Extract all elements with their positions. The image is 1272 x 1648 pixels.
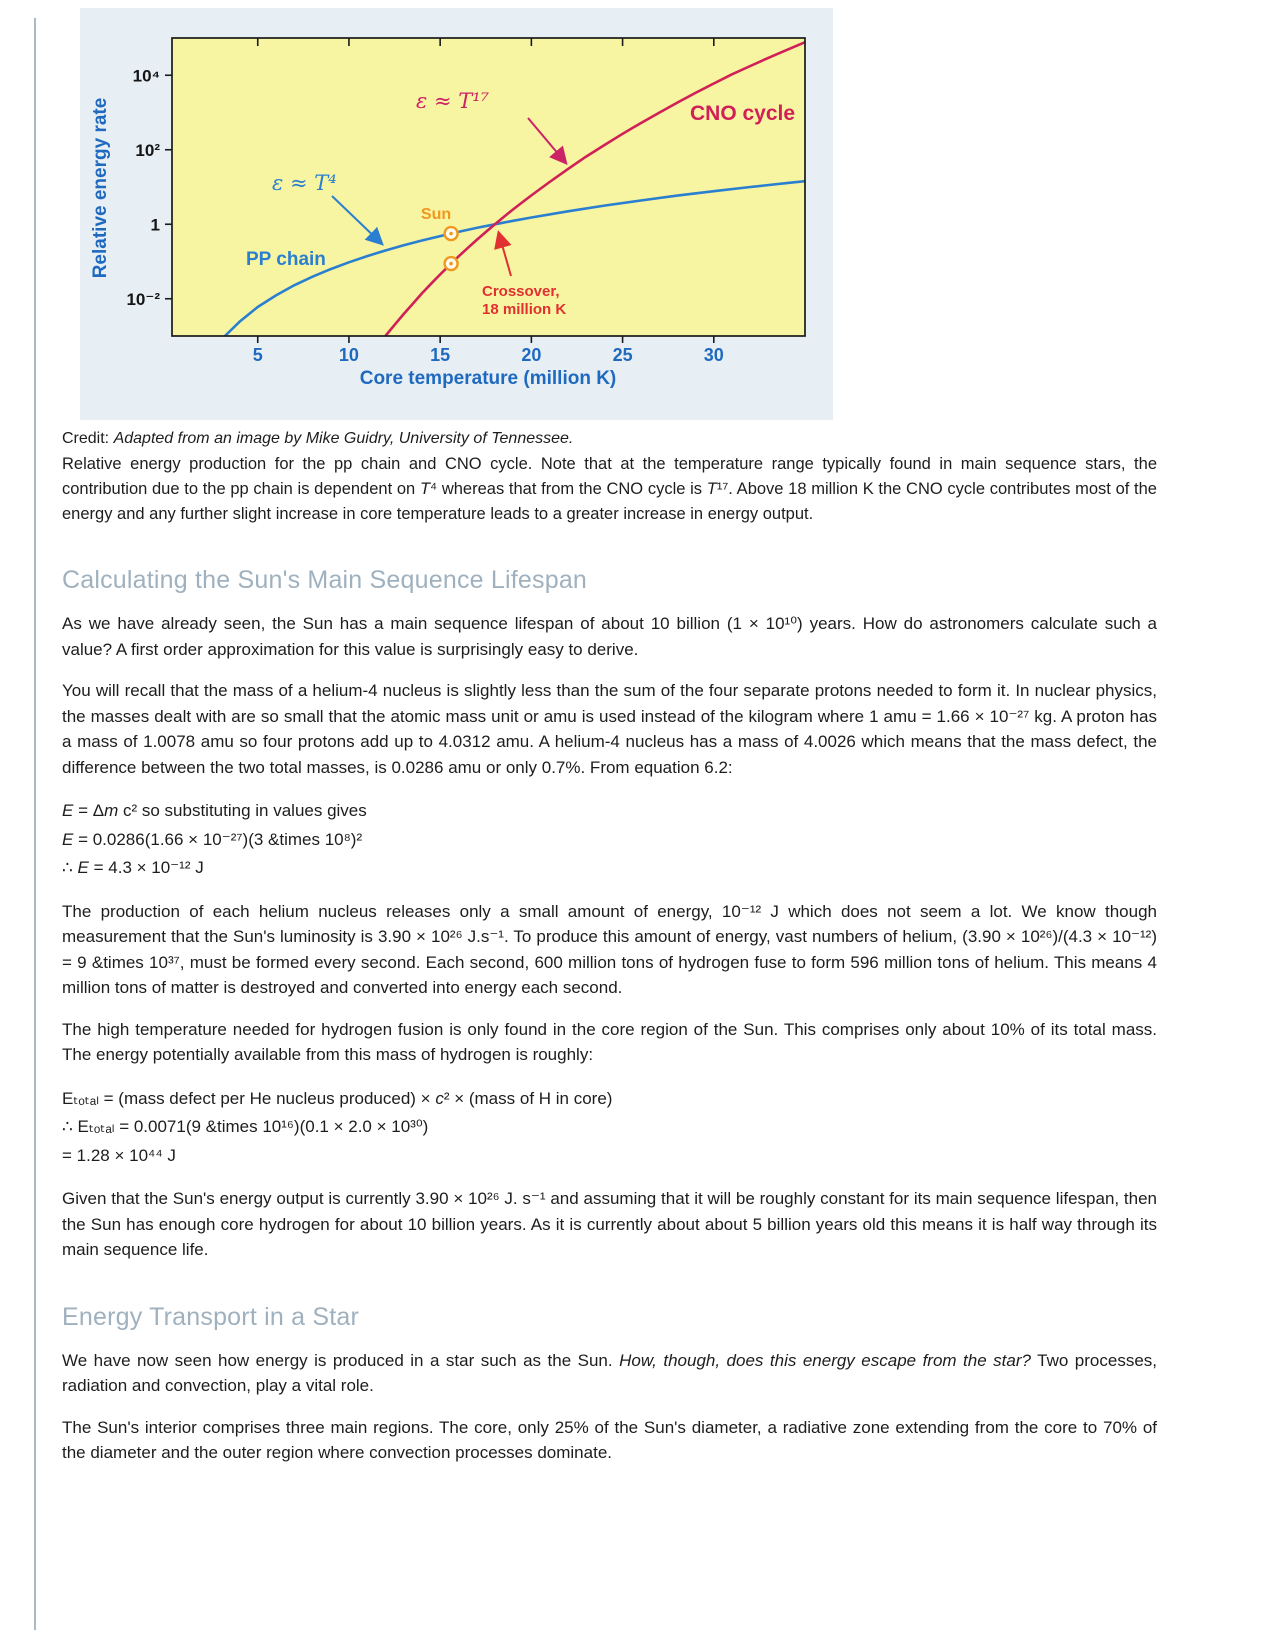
crossover-label-line1: Crossover, <box>482 283 560 300</box>
paragraph: You will recall that the mass of a helium-4 nucleus is slightly less than the sum of the four separate protons needed to form it. In nuclear physics, the masses dealt with are so small that the atomic mass unit or amu is used instead of the kilogram where 1 amu = 1.66 × 10⁻²⁷ kg. A proton has a mass of 1.0078 amu so four protons add up to 4.0312 amu. A helium-4 nucleus has a mass of 4.0026 which means that the mass defect, the difference between the two total masses, is 0.0286 amu or only 0.7%. From equation 6.2: <box>62 681 1157 777</box>
x-tick-label: 30 <box>703 345 724 365</box>
equation-line: Eₜₒₜₐₗ = (mass defect per He nucleus produced) × c² × (mass of H in core) <box>62 1088 613 1108</box>
figure-caption: Relative energy production for the pp chain and CNO cycle. Note that at the temperature range typically found in main sequence stars, the contribution due to the pp chain is dependent on T⁴ whereas that from the CNO cycle is T¹⁷. Above 18 million K the CNO cycle contributes most of the energy and any further slight increase in core temperature leads to a greater increase in energy output. <box>62 455 1157 523</box>
paragraph: As we have already seen, the Sun has a main sequence lifespan of about 10 billion (1 × 10¹⁰) years. How do astronomers calculate such a value? A first order approximation for this value is surprisingly easy to derive. <box>62 614 1157 659</box>
y-tick-label: 1 <box>150 215 160 235</box>
cno-law-annotation: ε ≈ T¹⁷ <box>416 89 490 113</box>
x-tick-label: 25 <box>612 345 633 365</box>
equation-line: ∴ E = 4.3 × 10⁻¹² J <box>62 858 204 878</box>
energy-chart-svg <box>80 8 833 420</box>
sun-label: Sun <box>420 206 452 223</box>
cno-cycle-label: CNO cycle <box>690 102 796 125</box>
y-axis-title: Relative energy rate <box>90 97 111 279</box>
section-heading-lifespan: Calculating the Sun's Main Sequence Lifespan <box>62 566 588 595</box>
equation-line: = 1.28 × 10⁴⁴ J <box>62 1145 176 1165</box>
scan-artifact-line <box>34 18 36 1630</box>
energy-rate-figure <box>80 8 833 420</box>
y-tick-label: 10⁴ <box>132 66 160 86</box>
equation-line: E = 0.0286(1.66 × 10⁻²⁷)(3 &times 10⁸)² <box>62 829 363 849</box>
figure-credit: Credit: Adapted from an image by Mike Guidry, University of Tennessee. <box>62 430 574 447</box>
equation-block <box>62 1086 1157 1169</box>
pp-law-annotation: ε ≈ T⁴ <box>272 171 337 195</box>
paragraph: The Sun's interior comprises three main regions. The core, only 25% of the Sun's diameter, a radiative zone extending from the core to 70% of the diameter and the outer region where convection processes dominate. <box>62 1417 1157 1463</box>
sun-marker-dot <box>449 262 453 266</box>
x-tick-label: 5 <box>252 345 263 365</box>
y-tick-label: 10² <box>135 140 160 160</box>
paragraph: Given that the Sun's energy output is currently 3.90 × 10²⁶ J. s⁻¹ and assuming that it will be roughly constant for its main sequence lifespan, then the Sun has enough core hydrogen for about 10 billion years. As it is currently about about 5 billion years old this means it is half way through its main sequence life. <box>62 1189 1157 1260</box>
equation-line: ∴ Eₜₒₜₐₗ = 0.0071(9 &times 10¹⁶)(0.1 × 2.0 × 10³⁰) <box>62 1117 429 1137</box>
page-content <box>62 0 1157 1482</box>
equation-line: E = Δm c² so substituting in values gives <box>62 801 367 821</box>
pp-chain-label: PP chain <box>246 249 326 270</box>
sun-marker-dot <box>449 232 453 236</box>
paragraph: The high temperature needed for hydrogen fusion is only found in the core region of the Sun. This comprises only about 10% of its total mass. The energy potentially available from this mass of hydrogen is roughly: <box>62 1019 1157 1065</box>
crossover-label-line2: 18 million K <box>482 301 567 318</box>
section-heading-energy-transport: Energy Transport in a Star <box>62 1302 360 1331</box>
x-tick-label: 10 <box>338 345 359 365</box>
x-tick-label: 20 <box>521 345 542 365</box>
x-tick-label: 15 <box>430 345 451 365</box>
y-tick-label: 10⁻² <box>126 289 160 309</box>
paragraph: We have now seen how energy is produced in a star such as the Sun. How, though, does this energy escape from the star? Two processes, radiation and convection, play a vital role. <box>62 1350 1157 1396</box>
paragraph: The production of each helium nucleus releases only a small amount of energy, 10⁻¹² J which does not seem a lot. We know though measurement that the Sun's luminosity is 3.90 × 10²⁶ J.s⁻¹. To produce this amount of energy, vast numbers of helium, (3.90 × 10²⁶)/(4.3 × 10⁻¹²) = 9 &times 10³⁷, must be formed every second. Each second, 600 million tons of hydrogen fuse to form 596 million tons of helium. This means 4 million tons of matter is destroyed and converted into energy each second. <box>62 901 1157 998</box>
x-axis-title: Core temperature (million K) <box>359 368 617 389</box>
equation-block <box>62 798 1157 881</box>
